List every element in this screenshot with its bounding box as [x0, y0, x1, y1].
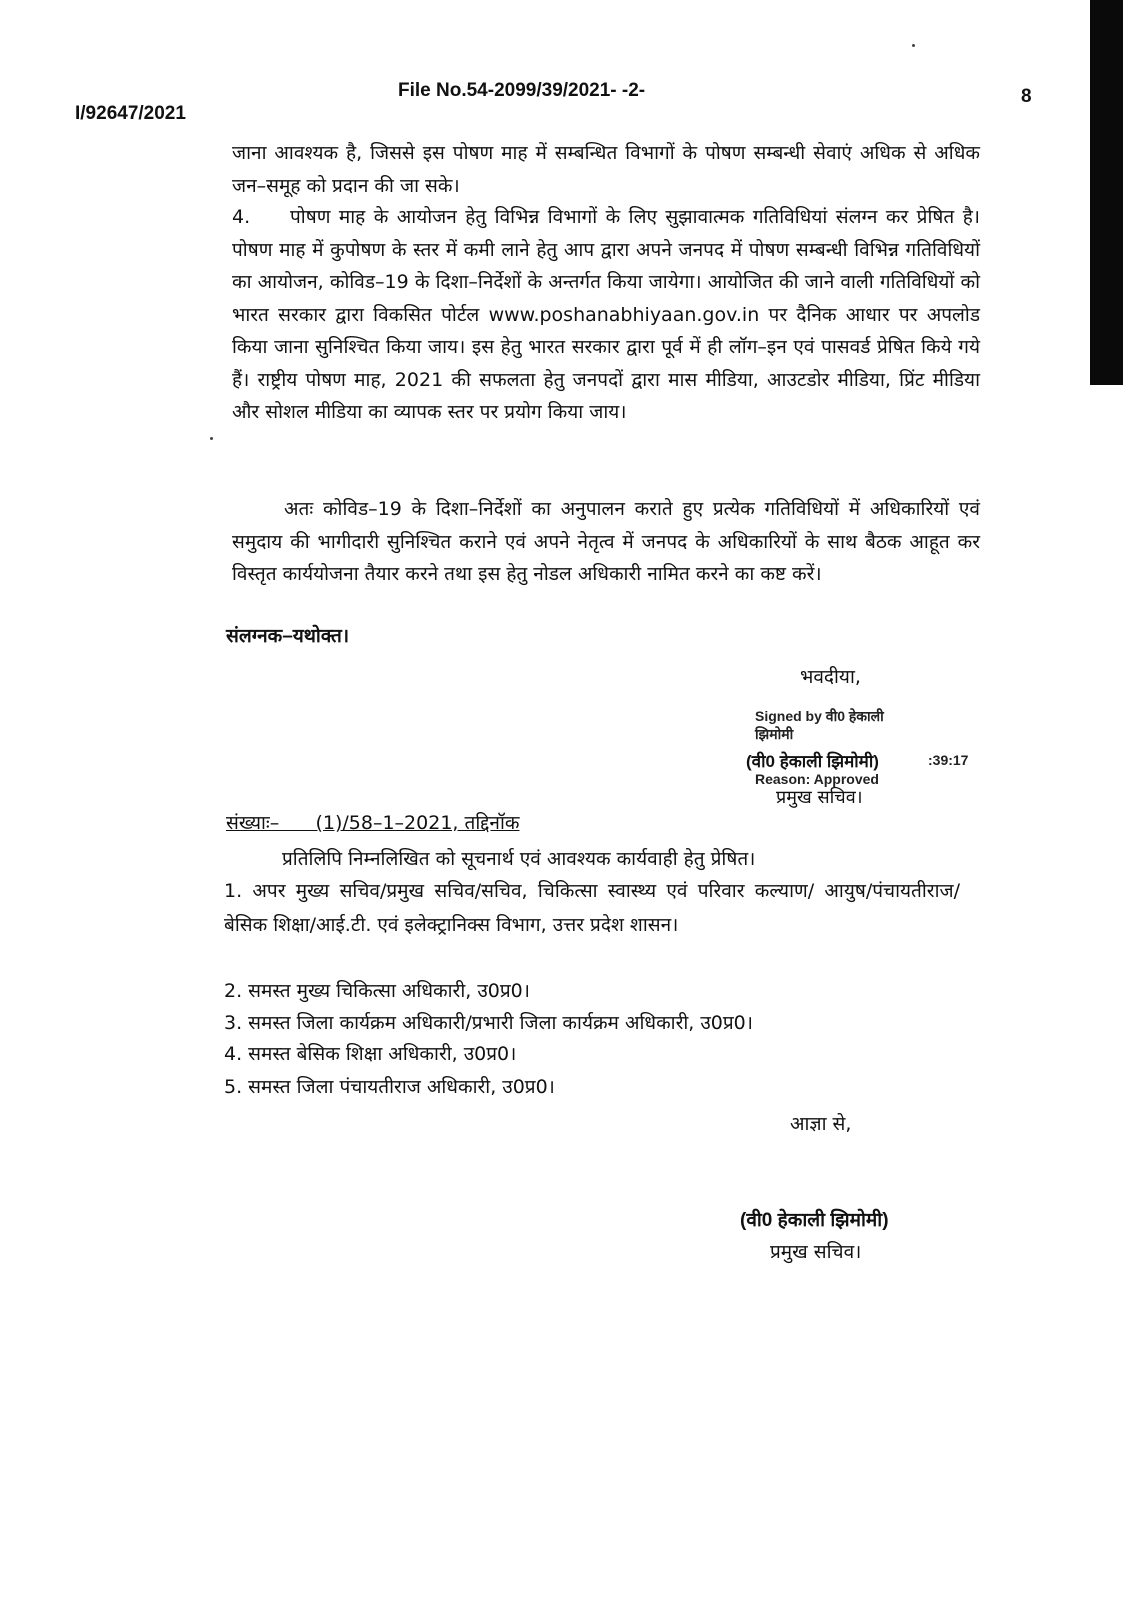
signatory-designation-2: प्रमुख सचिव।: [770, 1241, 862, 1263]
closing-salutation: भवदीया,: [800, 666, 861, 688]
scan-speck: [912, 44, 915, 47]
reference-number: संख्याः– (1)/58–1–2021, तद्दिनॉक: [226, 812, 520, 834]
file-number: File No.54-2099/39/2021- -2-: [398, 80, 646, 101]
copy-item-5: 5. समस्त जिला पंचायतीराज अधिकारी, उ0प्र0।: [224, 1076, 555, 1098]
paragraph-4-text: पोषण माह के आयोजन हेतु विभिन्न विभागों के लिए सुझावात्मक गतिविधियां संलग्न कर प्रेषित है। पोषण माह में कुपोषण के स्तर में कमी लाने हेतु आप द्वारा अपने जनपद में पोषण सम्बन्धी विभिन्न गतिविधियों का आयोजन, कोविड–19 के दिशा–निर्देशों के अन्तर्गत किया जायेगा। आयोजित की जाने वाली गतिविधियों को भारत सरकार द्वारा विकसित पोर्टल www.poshanabhiyaan.gov.in पर दैनिक आधार पर अपलोड किया जाना सुनिश्चित किया जाय। इस हेतु भारत सरकार द्वारा पूर्व में ही लॉग–इन एवं पासवर्ड प्रेषित किये गये हैं। राष्ट्रीय पोषण माह, 2021 की सफलता हेतु जनपदों द्वारा मास मीडिया, आउटडोर मीडिया, प्रिंट मीडिया और सोशल मीडिया का व्यापक स्तर पर प्रयोग किया जाय।: [232, 206, 980, 423]
copy-item-1: 1. अपर मुख्य सचिव/प्रमुख सचिव/सचिव, चिकित्सा स्वास्थ्य एवं परिवार कल्याण/ आयुष/पंचायतीराज/बेसिक शिक्षा/आई.टी. एवं इलेक्ट्रानिक्स विभाग, उत्तर प्रदेश शासन।: [224, 880, 960, 936]
digital-signature-signed-by: Signed by वी0 हेकाली: [755, 708, 884, 724]
digital-signature-time: :39:17: [928, 752, 969, 768]
copy-item-2: 2. समस्त मुख्य चिकित्सा अधिकारी, उ0प्र0।: [224, 980, 530, 1002]
page-number: 8: [1021, 86, 1032, 107]
paragraph-5: अतः कोविड–19 के दिशा–निर्देशों का अनुपालन कराते हुए प्रत्येक गतिविधियों में अधिकारियों एवं समुदाय की भागीदारी सुनिश्चित कराने एवं अपने नेतृत्व में जनपद के अधिकारियों के साथ बैठक आहूत कर विस्तृत कार्ययोजना तैयार करने तथा इस हेतु नोडल अधिकारी नामित करने का कष्ट करें।: [232, 498, 980, 585]
scan-edge-bar: [1090, 0, 1123, 385]
intro-paragraph: जाना आवश्यक है, जिससे इस पोषण माह में सम्बन्धित विभागों के पोषण सम्बन्धी सेवाएं अधिक से अधिक जन–समूह को प्रदान की जा सके।: [232, 142, 980, 197]
enclosure-note: संलग्नक–यथोक्त।: [226, 626, 350, 647]
paragraph-4: [232, 201, 980, 429]
scan-speck: [210, 437, 213, 440]
signatory-name: (वी0 हेकाली झिमोमी): [740, 1210, 889, 1231]
copy-item-4: 4. समस्त बेसिक शिक्षा अधिकारी, उ0प्र0।: [224, 1043, 517, 1065]
digital-signature-name: झिमोमी: [755, 726, 794, 742]
copy-intro: प्रतिलिपि निम्नलिखित को सूचनार्थ एवं आवश्यक कार्यवाही हेतु प्रेषित।: [282, 848, 756, 870]
signatory-name-bracket: (वी0 हेकाली झिमोमी): [746, 752, 879, 771]
paragraph-4-number: 4.: [232, 206, 251, 228]
by-order: आज्ञा से,: [790, 1113, 852, 1135]
receipt-number: I/92647/2021: [75, 103, 186, 124]
copy-item-3: 3. समस्त जिला कार्यक्रम अधिकारी/प्रभारी जिला कार्यक्रम अधिकारी, उ0प्र0।: [224, 1012, 753, 1034]
signatory-designation: प्रमुख सचिव।: [776, 787, 863, 808]
digital-signature-reason: Reason: Approved: [755, 771, 879, 787]
